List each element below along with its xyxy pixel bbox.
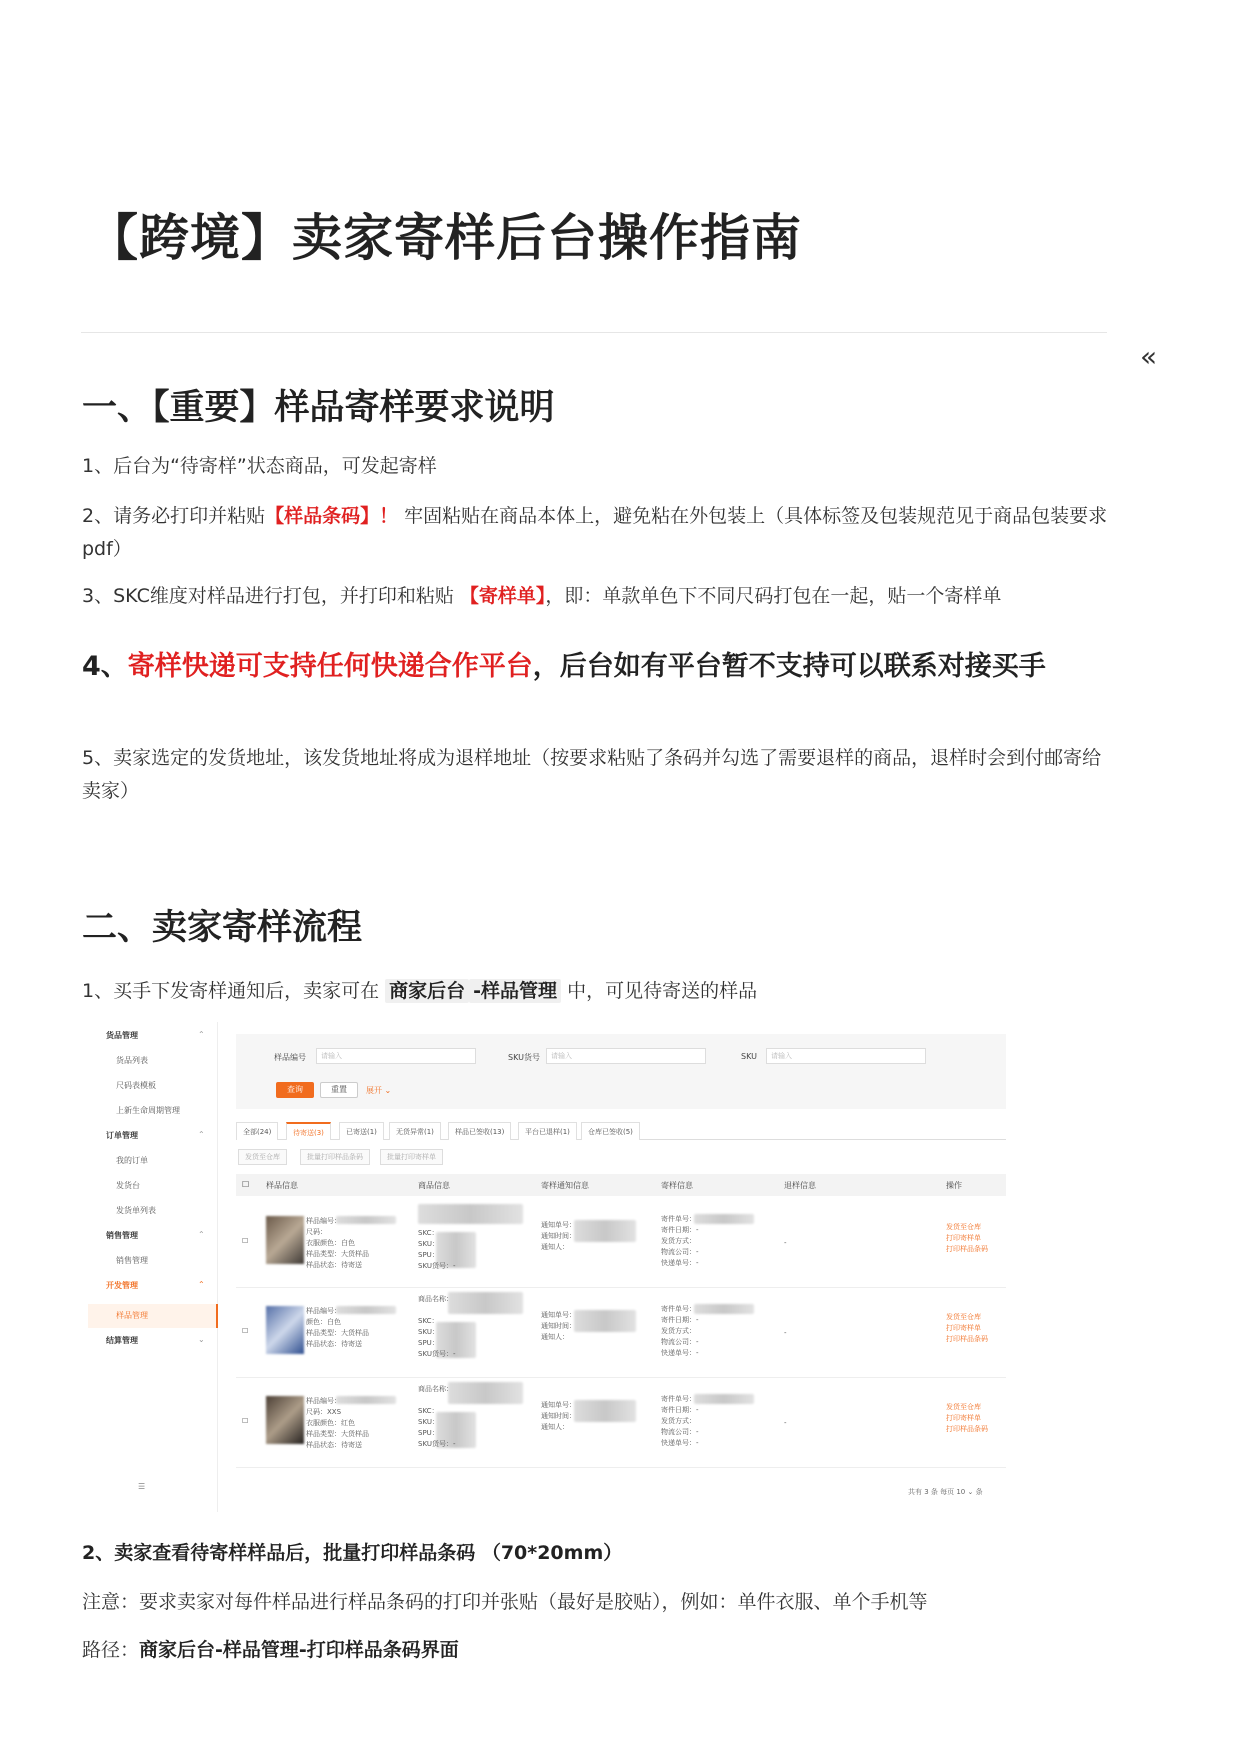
pagination[interactable]: 共有 3 条 每页 10 ⌄ 条	[908, 1488, 983, 1496]
reset-button[interactable]: 重置	[320, 1082, 358, 1098]
chevron-up-icon: ⌃	[198, 1230, 205, 1239]
sidebar-group-sales[interactable]: 销售管理	[106, 1231, 138, 1240]
tab-out-of-stock[interactable]: 无货异常(1)	[389, 1122, 441, 1140]
s2-p4-text-a: 路径：	[82, 1639, 140, 1661]
sidebar-item-size-template[interactable]: 尺码表模板	[116, 1081, 156, 1090]
product-info: 商品名称： SKC： SKU： SPU： SKU货号：-	[418, 1385, 456, 1448]
menu-icon[interactable]: ☰	[138, 1482, 146, 1491]
filter-panel	[236, 1034, 1006, 1109]
batch-print-barcode-button[interactable]: 批量打印样品条码	[300, 1149, 370, 1165]
section-2-heading: 二、卖家寄样流程	[82, 908, 363, 948]
sidebar-item-sales[interactable]: 销售管理	[116, 1256, 148, 1265]
filter-label-sku-code: SKU货号	[508, 1053, 540, 1062]
tab-sent[interactable]: 已寄送(1)	[339, 1122, 384, 1140]
chevron-up-icon: ⌃	[198, 1280, 205, 1289]
send-info: 寄件单号： 寄件日期：- 发货方式： 物流公司：- 快递单号：-	[661, 1215, 699, 1267]
table-row	[236, 1198, 1006, 1288]
product-thumbnail	[266, 1306, 304, 1354]
tab-signed[interactable]: 样品已签收(13)	[448, 1122, 511, 1140]
collapse-outline-icon[interactable]: «	[1140, 340, 1158, 373]
redacted-value	[694, 1394, 754, 1404]
chevron-up-icon: ⌃	[198, 1130, 205, 1139]
tab-to-send[interactable]: 待寄送(3)	[286, 1122, 331, 1140]
product-info: 商品名称： SKC： SKU： SPU： SKU货号：-	[418, 1295, 456, 1358]
col-sample-info: 样品信息	[266, 1181, 298, 1190]
backend-screenshot	[88, 1022, 1013, 1512]
query-button[interactable]: 查询	[276, 1082, 314, 1098]
s2-p1-text-d: 中，可见待寄送的样品	[561, 980, 758, 1002]
product-thumbnail	[266, 1396, 304, 1444]
s1-p4-text-c: ，后台如有平台暂不支持可以联系对接买手	[532, 651, 1046, 682]
redacted-value	[574, 1220, 636, 1242]
s2-p1-text-a: 1、买手下发寄样通知后，卖家可在	[82, 980, 386, 1002]
product-info: SKC： SKU： SPU： SKU货号：-	[418, 1229, 456, 1270]
filter-label-sku: SKU	[741, 1052, 757, 1061]
return-info: -	[784, 1239, 787, 1247]
col-return-info: 退样信息	[784, 1181, 816, 1190]
sidebar-group-settlement[interactable]: 结算管理	[106, 1336, 138, 1345]
row-action-links[interactable]: 发货至仓库 打印寄样单 打印样品条码	[946, 1223, 988, 1253]
notice-info: 通知单号： 通知时间： 通知人：	[541, 1221, 576, 1251]
sidebar-item-my-orders[interactable]: 我的订单	[116, 1156, 148, 1165]
table-row	[236, 1288, 1006, 1378]
s1-p4-text-a: 4、	[82, 651, 128, 682]
s2-paragraph-1	[82, 975, 1112, 1008]
screenshot-sidebar	[88, 1022, 218, 1512]
s1-paragraph-1: 1、后台为“待寄样”状态商品，可发起寄样	[82, 455, 437, 477]
s1-p2-text-a: 2、请务必打印并粘贴	[82, 505, 266, 527]
ship-to-warehouse-button[interactable]: 发货至仓库	[238, 1149, 287, 1165]
return-info: -	[784, 1329, 787, 1337]
s1-p2-text-c: 牢固粘贴在商品本体上，避免粘在外包装上（具体标签及包装规范见于商品包装要求pdf）	[82, 505, 1108, 560]
product-thumbnail	[266, 1216, 304, 1264]
sidebar-group-orders[interactable]: 订单管理	[106, 1131, 138, 1140]
s1-paragraph-5: 5、卖家选定的发货地址，该发货地址将成为退样地址（按要求粘贴了条码并勾选了需要退样的商品，退样时会到付邮寄给卖家）	[82, 747, 1102, 802]
chevron-down-icon: ⌄	[198, 1335, 205, 1344]
tab-all[interactable]: 全部(24)	[236, 1122, 278, 1140]
s1-paragraph-2	[82, 500, 1112, 566]
table-row	[236, 1378, 1006, 1468]
send-info: 寄件单号： 寄件日期：- 发货方式： 物流公司：- 快递单号：-	[661, 1305, 699, 1357]
s2-p1-code-1: 商家后台	[385, 979, 469, 1003]
s1-p2-highlight: 【样品条码】！	[265, 505, 399, 527]
redacted-value	[574, 1400, 636, 1422]
page-title: 【跨境】卖家寄样后台操作指南	[88, 209, 802, 267]
title-divider	[81, 332, 1107, 333]
row-checkbox[interactable]: ☐	[242, 1327, 249, 1335]
sample-no-input[interactable]: 请输入	[316, 1048, 476, 1064]
redacted-value	[448, 1292, 523, 1314]
s1-paragraph-4	[82, 648, 1122, 685]
sidebar-item-samples[interactable]: 样品管理	[116, 1311, 148, 1320]
notice-info: 通知单号： 通知时间： 通知人：	[541, 1401, 576, 1431]
col-actions: 操作	[946, 1181, 962, 1190]
s2-p4-path: 商家后台-样品管理-打印样品条码界面	[139, 1639, 459, 1661]
sidebar-item-shipping-desk[interactable]: 发货台	[116, 1181, 140, 1190]
col-send-info: 寄样信息	[661, 1181, 693, 1190]
filter-label-sample-no: 样品编号	[274, 1053, 306, 1062]
row-action-links[interactable]: 发货至仓库 打印寄样单 打印样品条码	[946, 1313, 988, 1343]
s1-p3-highlight: 【寄样单】	[459, 585, 546, 607]
sample-info: 样品编号： 颜色：白色 样品类型：大货样品 样品状态：待寄送	[306, 1307, 369, 1348]
sidebar-group-dev[interactable]: 开发管理	[106, 1281, 138, 1290]
sidebar-group-goods[interactable]: 货品管理	[106, 1031, 138, 1040]
sidebar-item-shipping-list[interactable]: 发货单列表	[116, 1206, 156, 1215]
redacted-value	[574, 1310, 636, 1332]
sidebar-item-goods-list[interactable]: 货品列表	[116, 1056, 148, 1065]
row-action-links[interactable]: 发货至仓库 打印寄样单 打印样品条码	[946, 1403, 988, 1433]
redacted-value	[694, 1214, 754, 1224]
sample-info: 样品编号： 尺码： 衣服颜色：白色 样品类型：大货样品 样品状态：待寄送	[306, 1217, 369, 1269]
select-all-checkbox[interactable]: ☐	[242, 1180, 250, 1189]
section-1-heading: 一、【重要】样品寄样要求说明	[82, 388, 555, 428]
col-notice-info: 寄样通知信息	[541, 1181, 589, 1190]
sku-input[interactable]: 请输入	[766, 1048, 926, 1064]
sample-info: 样品编号： 尺码：XXS 衣服颜色：红色 样品类型：大货样品 样品状态：待寄送	[306, 1397, 369, 1449]
sidebar-active-bar	[88, 1304, 218, 1328]
redacted-value	[448, 1382, 523, 1404]
batch-print-sample-sheet-button[interactable]: 批量打印寄样单	[380, 1149, 443, 1165]
redacted-value	[694, 1304, 754, 1314]
table-header	[236, 1174, 1006, 1196]
tab-returned[interactable]: 平台已退样(1)	[518, 1122, 577, 1140]
s2-paragraph-3: 注意：要求卖家对每件样品进行样品条码的打印并张贴（最好是胶贴），例如：单件衣服、单个手机等	[82, 1591, 928, 1613]
col-product-info: 商品信息	[418, 1181, 450, 1190]
s1-paragraph-3	[82, 580, 1112, 613]
sidebar-item-lifecycle[interactable]: 上新生命周期管理	[116, 1106, 180, 1115]
expand-link[interactable]: 展开 ⌄	[366, 1086, 392, 1095]
chevron-up-icon: ⌃	[198, 1030, 205, 1039]
s1-p3-text-c: ，即：单款单色下不同尺码打包在一起，贴一个寄样单	[545, 585, 1002, 607]
status-tabs	[236, 1122, 1006, 1140]
return-info: -	[784, 1419, 787, 1427]
notice-info: 通知单号： 通知时间： 通知人：	[541, 1311, 576, 1341]
send-info: 寄件单号： 寄件日期：- 发货方式： 物流公司：- 快递单号：-	[661, 1395, 699, 1447]
s2-p1-code-2: -样品管理	[469, 979, 561, 1003]
s2-paragraph-4	[82, 1634, 1112, 1667]
row-checkbox[interactable]: ☐	[242, 1417, 249, 1425]
s2-paragraph-2: 2、卖家查看待寄样样品后，批量打印样品条码 （70*20mm）	[82, 1542, 623, 1564]
row-checkbox[interactable]: ☐	[242, 1237, 249, 1245]
s1-p3-text-a: 3、SKC维度对样品进行打包，并打印和粘贴	[82, 585, 460, 607]
tab-warehouse-signed[interactable]: 仓库已签收(5)	[581, 1122, 640, 1140]
sku-code-input[interactable]: 请输入	[546, 1048, 706, 1064]
s1-p4-highlight: 寄样快递可支持任何快递合作平台	[127, 651, 533, 682]
